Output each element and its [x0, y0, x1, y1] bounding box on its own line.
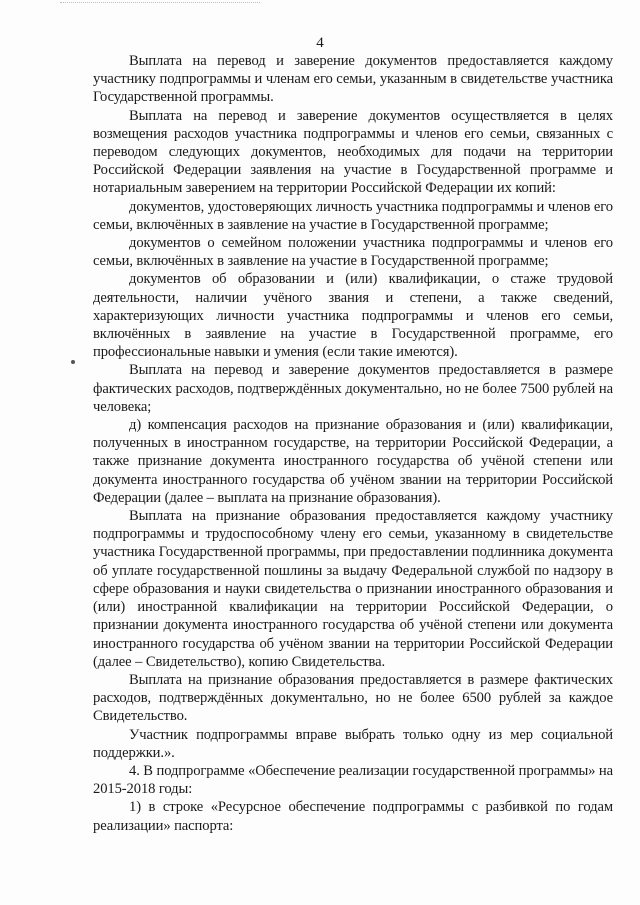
paragraph: Выплата на признание образования предоставляется в размере фактических расходов, подтверждённых документально, но не более 6500 рублей за каждое Свидетельство.	[93, 671, 613, 725]
paragraph: 4. В подпрограмме «Обеспечение реализации государственной программы» на 2015-2018 годы:	[93, 762, 613, 798]
paragraph: Выплата на признание образования предоставляется каждому участнику подпрограммы и трудоспособному члену его семьи, указанному в свидетельстве участника Государственной программы, при предоставлении подлинника документа об уплате государственной пошлины за выдачу Федеральной службой по надзору в сфере образования и науки свидетельства о признании иностранного образования и (или) иностранной квалификации на территории Российской Федерации, о признании документа иностранного государства об учёной степени или документа иностранного государства об учёном звании на территории Российской Федерации (далее – Свидетельство), копию Свидетельства.	[93, 508, 613, 670]
document-body	[93, 52, 613, 835]
scan-speck	[71, 360, 75, 364]
scan-artifact-line	[60, 2, 260, 6]
paragraph: Участник подпрограммы вправе выбрать только одну из мер социальной поддержки.».	[93, 726, 613, 761]
paragraph: Выплата на перевод и заверение документов осуществляется в целях возмещения расходов участника подпрограммы и членов его семьи, связанных с переводом следующих документов, необходимых для подачи на территории Российской Федерации заявления на участие в Государственной программе и нотариальным заверением на территории Российской Федерации их копий:	[93, 107, 613, 197]
page-number: 4	[316, 35, 324, 51]
paragraph: Выплата на перевод и заверение документов предоставляется каждому участнику подпрограммы и членам его семьи, указанным в свидетельстве участника Государственной программы.	[93, 53, 613, 106]
paragraph: Выплата на перевод и заверение документов предоставляется в размере фактических расходов, подтверждённых документально, но не более 7500 рублей на человека;	[93, 362, 613, 415]
paragraph: документов об образовании и (или) квалификации, о стаже трудовой деятельности, наличии учёного звания и степени, а также сведений, характеризующих личности участника подпрограммы и членов его семьи, включённых в заявление на участие в Государственной программе, его профессиональные навыки и умения (если такие имеются).	[93, 271, 613, 361]
paragraph: документов о семейном положении участника подпрограммы и членов его семьи, включённых в заявление на участие в Государственной программе;	[93, 235, 613, 270]
paragraph: д) компенсация расходов на признание образования и (или) квалификации, полученных в иностранном государстве, на территории Российской Федерации, а также признание документа иностранного государства об учёной степени или документа иностранного государства об учёном звании на территории Российской Федерации (далее – выплата на признание образования).	[93, 417, 613, 506]
paragraph: 1) в строке «Ресурсное обеспечение подпрограммы с разбивкой по годам реализации» паспорта:	[93, 799, 613, 834]
paragraph: документов, удостоверяющих личность участника подпрограммы и членов его семьи, включённых в заявление на участие в Государственной программе;	[93, 198, 613, 233]
